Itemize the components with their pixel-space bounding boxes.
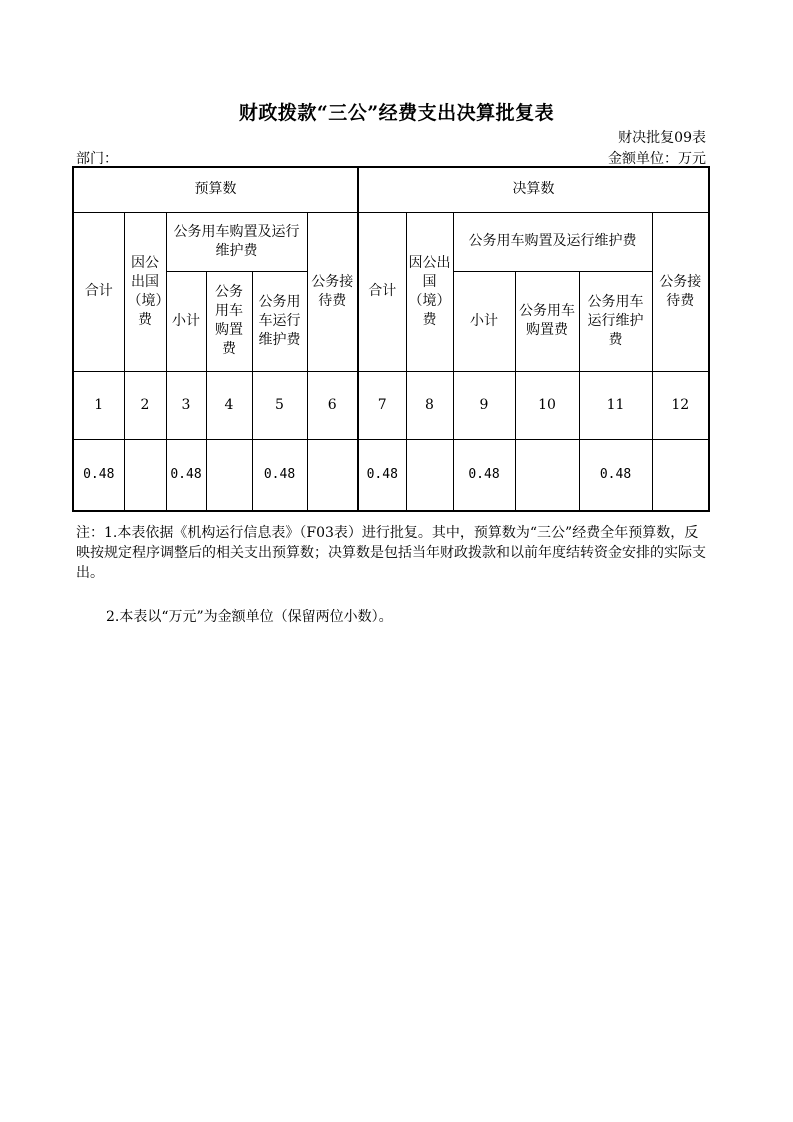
- final-purchase-header: 公务用车购置费: [515, 271, 579, 371]
- value-cell-final-operation: 0.48: [579, 439, 652, 511]
- amount-unit-label: 金额单位：万元: [608, 151, 706, 167]
- values-row: [73, 439, 709, 511]
- final-vehicle-group-header: 公务用车购置及运行维护费: [453, 212, 652, 271]
- final-abroad-header: 因公出国（境）费: [406, 212, 453, 371]
- budget-reception-header: 公务接待费: [307, 212, 358, 371]
- value-cell-final-abroad: [406, 439, 453, 511]
- column-number: 4: [206, 371, 252, 439]
- column-number: 9: [453, 371, 515, 439]
- column-number: 8: [406, 371, 453, 439]
- budget-total-header: 合计: [73, 212, 124, 371]
- final-group-header: 决算数: [358, 167, 709, 212]
- column-number: 2: [124, 371, 166, 439]
- value-cell-budget-abroad: [124, 439, 166, 511]
- value-cell-budget-total: 0.48: [73, 439, 124, 511]
- budget-group-header: 预算数: [73, 167, 358, 212]
- value-cell-final-total: 0.48: [358, 439, 406, 511]
- column-number: 12: [652, 371, 709, 439]
- page-title: 财政拨款“三公”经费支出决算批复表: [238, 102, 555, 124]
- column-number: 11: [579, 371, 652, 439]
- value-cell-final-subtotal: 0.48: [453, 439, 515, 511]
- budget-operation-header: 公务用车运行维护费: [252, 271, 307, 371]
- final-operation-header: 公务用车运行维护费: [579, 271, 652, 371]
- department-label: 部门：: [76, 151, 118, 167]
- budget-purchase-header: 公务用车购置费: [206, 271, 252, 371]
- final-total-header: 合计: [358, 212, 406, 371]
- value-cell-budget-operation: 0.48: [252, 439, 307, 511]
- column-number: 6: [307, 371, 358, 439]
- budget-vehicle-group-header: 公务用车购置及运行维护费: [166, 212, 307, 271]
- budget-abroad-header: 因公出国（境）费: [124, 212, 166, 371]
- form-number: 财决批复09表: [618, 130, 706, 146]
- budget-subtotal-header: 小计: [166, 271, 206, 371]
- value-cell-budget-subtotal: 0.48: [166, 439, 206, 511]
- note-1: 注：1.本表依据《机构运行信息表》（F03表）进行批复。其中，预算数为“三公”经费全年预算数，反映按规定程序调整后的相关支出预算数；决算数是包括当年财政拨款和以前年度结转资金安排的实际支出。: [76, 525, 706, 581]
- final-subtotal-header: 小计: [453, 271, 515, 371]
- column-number: 5: [252, 371, 307, 439]
- column-number: 10: [515, 371, 579, 439]
- final-reception-header: 公务接待费: [652, 212, 709, 371]
- note-2: 2.本表以“万元”为金额单位（保留两位小数）。: [106, 609, 393, 625]
- value-cell-budget-purchase: [206, 439, 252, 511]
- value-cell-final-reception: [652, 439, 709, 511]
- column-number: 3: [166, 371, 206, 439]
- three-public-expenses-table: [72, 166, 710, 512]
- value-cell-budget-reception: [307, 439, 358, 511]
- column-number: 7: [358, 371, 406, 439]
- column-number-row: [73, 371, 709, 439]
- notes-section: [76, 523, 708, 583]
- value-cell-final-purchase: [515, 439, 579, 511]
- column-number: 1: [73, 371, 124, 439]
